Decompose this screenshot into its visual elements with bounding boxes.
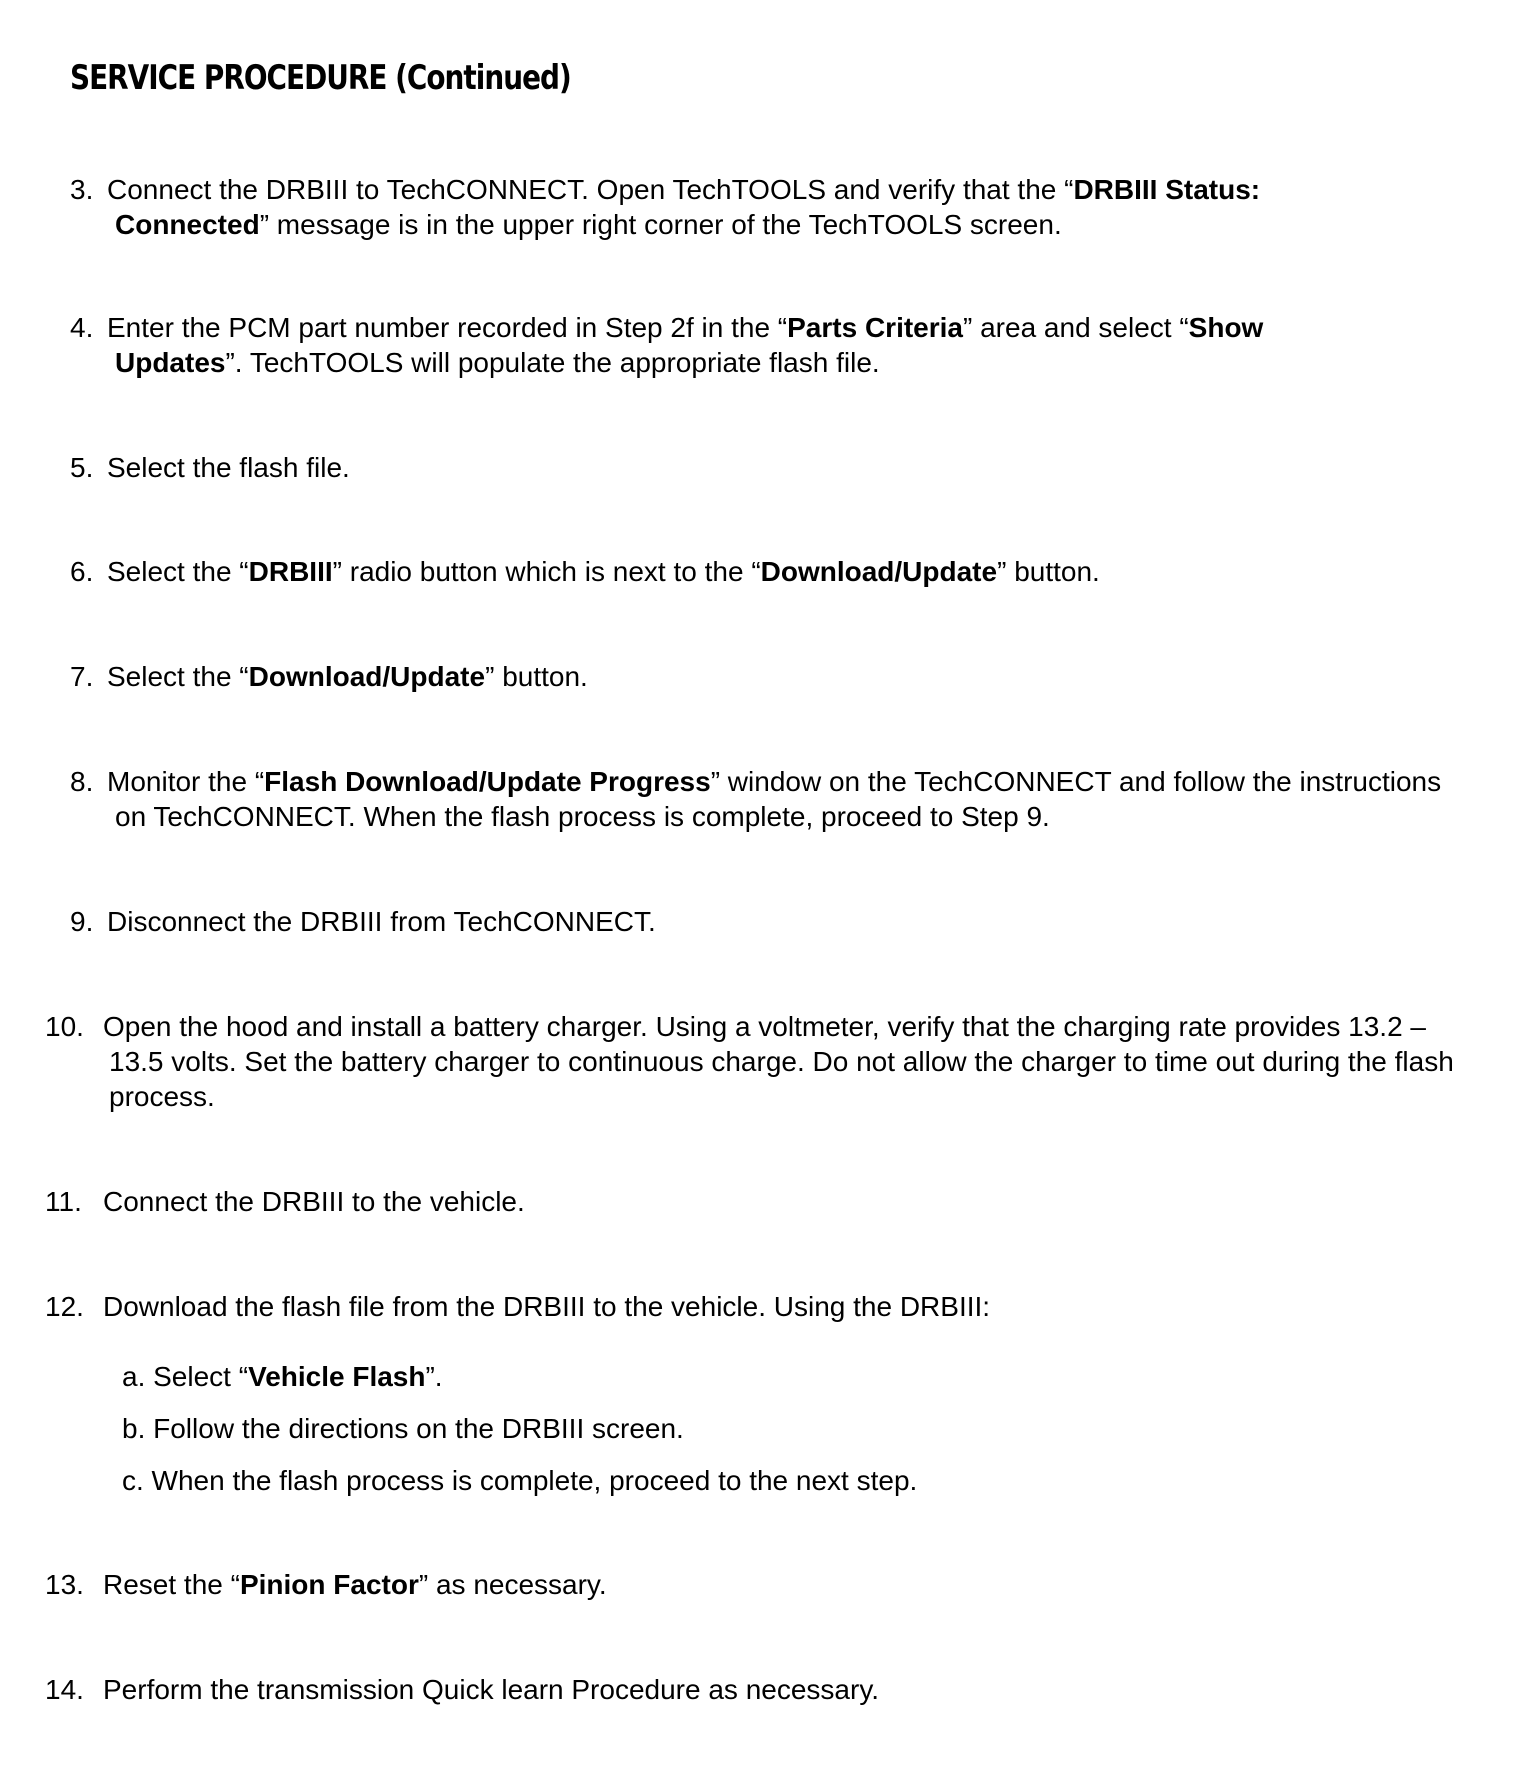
step-number: 5.	[70, 452, 94, 483]
step-5	[70, 450, 1390, 485]
step-number: 6.	[70, 556, 94, 587]
step-number: 14.	[45, 1674, 84, 1705]
substep-a: a. Select “Vehicle Flash”.	[122, 1361, 443, 1392]
step-text: Connect the DRBIII to the vehicle.	[103, 1186, 525, 1217]
step-text: Select the flash file.	[107, 452, 350, 483]
step-number: 3.	[70, 174, 94, 205]
step-number: 9.	[70, 906, 94, 937]
step-text: Enter the PCM part number recorded in Step 2f in the “Parts Criteria” area and select “Show Updates”. TechTOOLS will populate the appropriate flash file.	[107, 312, 1264, 378]
step-14	[45, 1672, 1475, 1707]
step-9	[70, 904, 1390, 939]
step-number: 4.	[70, 312, 94, 343]
substep-c: c. When the flash process is complete, proceed to the next step.	[122, 1465, 918, 1496]
step-number: 13.	[45, 1569, 84, 1600]
step-text: Select the “Download/Update” button.	[107, 661, 588, 692]
step-7	[70, 659, 1390, 694]
step-10	[45, 1009, 1475, 1114]
step-text: Open the hood and install a battery charger. Using a voltmeter, verify that the charging rate provides 13.2 – 13.5 volts. Set the battery charger to continuous charge. Do not allow the charger to time out during the flash process.	[103, 1011, 1454, 1112]
step-3	[70, 172, 1425, 242]
step-12	[45, 1289, 1475, 1324]
step-8	[70, 764, 1450, 834]
substep-b: b. Follow the directions on the DRBIII screen.	[122, 1413, 684, 1444]
step-number: 12.	[45, 1291, 84, 1322]
step-text: Select the “DRBIII” radio button which is next to the “Download/Update” button.	[107, 556, 1100, 587]
step-number: 7.	[70, 661, 94, 692]
step-4	[70, 310, 1390, 380]
step-number: 11.	[45, 1186, 82, 1217]
step-text: Download the flash file from the DRBIII to the vehicle. Using the DRBIII:	[103, 1291, 991, 1322]
step-text: Monitor the “Flash Download/Update Progress” window on the TechCONNECT and follow the instructions on TechCONNECT. When the flash process is complete, proceed to Step 9.	[107, 766, 1442, 832]
step-text: Reset the “Pinion Factor” as necessary.	[103, 1569, 607, 1600]
step-13	[45, 1567, 1475, 1602]
step-text: Perform the transmission Quick learn Procedure as necessary.	[103, 1674, 880, 1705]
step-number: 8.	[70, 766, 94, 797]
section-heading: SERVICE PROCEDURE (Continued)	[70, 58, 571, 98]
step-6	[70, 554, 1390, 589]
step-number: 10.	[45, 1011, 84, 1042]
step-text: Connect the DRBIII to TechCONNECT. Open TechTOOLS and verify that the “DRBIII Status: Connected” message is in the upper right corner of the TechTOOLS screen.	[107, 174, 1261, 240]
step-text: Disconnect the DRBIII from TechCONNECT.	[107, 906, 656, 937]
step-11	[45, 1184, 1475, 1219]
